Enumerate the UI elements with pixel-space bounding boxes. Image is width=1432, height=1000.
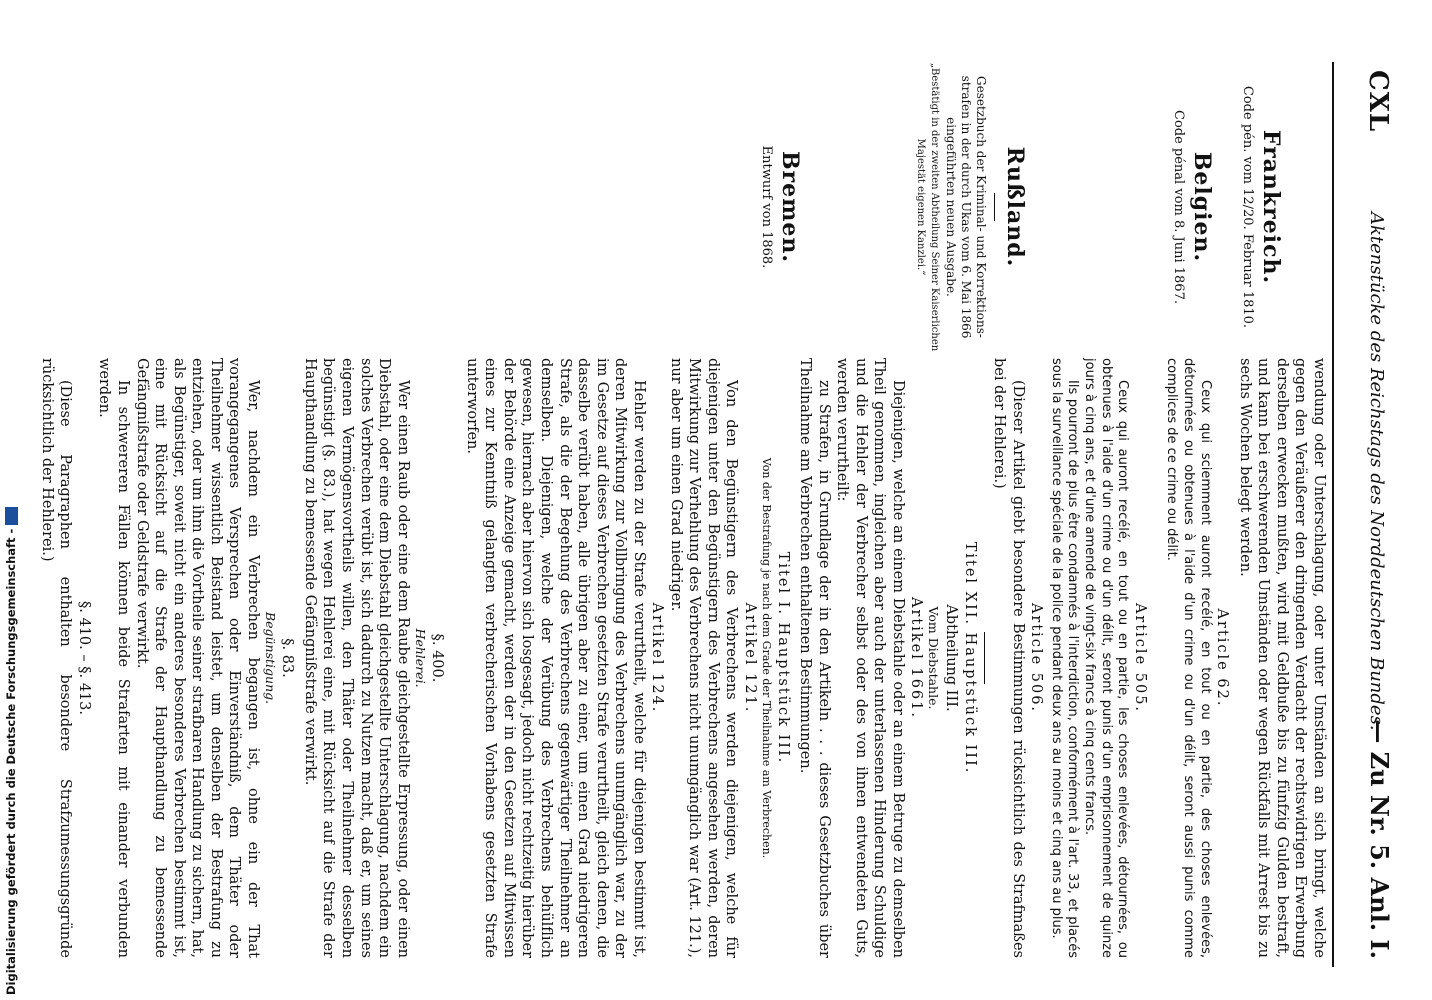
artikel-1661-text-2: zu Strafen, in Grundlage der in den Artikeln . . . dieses Gesetzbuches über Theilnahme am Verbrechen enthaltenen Bestimmungen. (797, 358, 832, 958)
titel-i-heading: Titel I. Hauptstück III. (774, 551, 791, 765)
credit-text: Digitalisierung gefördert durch die Deutsche Forschungsgemeinschaft - (4, 528, 18, 995)
paragraph-410-text: (Diese Paragraphen enthalten besondere Strafzumessungsgründe rücksichtlich der Hehlerei.) (38, 358, 74, 958)
rotated-document-page (38, 62, 1400, 967)
divider (994, 193, 995, 221)
code-russland-line-2: strafen in der durch Ukas vom 6. Mai 1866 (958, 75, 973, 339)
russland-note-line-2: Majestät eigenen Kanzlei.“ (915, 138, 927, 276)
article-506-heading: Article 506. (1028, 602, 1045, 714)
paragraph-83-text: Wer, nachdem ein Verbrechen begangen ist, ohne ein der That vorangegangenes Versprechen oder Einverständniß, dem Thäter oder Theilnehmer wissentlich Beistand leistet, um denselben der Bestrafung zu entziehen, oder um ihm die Vortheile seiner strafbaren Handlung zu sichern, hat, als Begünstiger, soweit nicht ein anderes besonderes Verbrechen bestimmt ist, eine mit Rücksicht auf die Strafe der Haupthandlung zu bemessende Gefängnißstrafe oder Geldstrafe verwirkt. (133, 358, 261, 958)
code-russland-line-1: Gesetzbuch der Kriminal- und Korrektions- (974, 76, 989, 338)
intro-paragraph: wendung oder Unterschlagung, oder unter Umständen an sich bringt, welche gegen den Veräußerer den dringenden Verdacht der rechtswidrigen Erwerbung derselben erwecken mußten, wird mit Geldbuße bis zu fünfzig Gulden bestraft, und kann bei erschwerenden Umständen oder wegen Rückfalls mit Arrest bis zu sechs Wochen belegt werden. (1236, 358, 1327, 958)
running-reference: — Zu Nr. 5. Anl. I. (1365, 719, 1394, 959)
running-title: Aktenstücke des Reichstags des Norddeutschen Bundes. (1366, 212, 1387, 731)
article-505-text-2: Ils pourront de plus être condamnés à l'interdiction, conformément à l'art. 33, et placés sous la surveillance spéciale de la police pendant deux ans au moins et cinq ans au plus. (1048, 358, 1081, 958)
code-frankreich: Code pén. vom 12/20. Februar 1810. (1239, 85, 1255, 329)
country-frankreich: Frankreich. (1258, 129, 1284, 285)
titel-xii-heading: Titel XII. Hauptstück III. (961, 541, 978, 775)
article-506-text: (Dieser Artikel giebt besondere Bestimmungen rücksichtlich des Strafmaßes bei der Hehlerei.) (991, 358, 1026, 958)
paragraph-83-heading: §. 83. (279, 638, 296, 678)
russland-note-line-1: „Bestätigt in der zweiten Abtheilung Seiner Kaiserlichen (929, 62, 941, 352)
digitization-credit (0, 0, 30, 1000)
artikel-1661-text: Diejenigen, welche an einem Diebstahle oder an einem Betruge zu demselben Theil genommen, ingleichen aber auch der unterlassenen Hinderung Schuldige und die Hehler der Verbrecher selbst oder des von ihnen entwendeten Guts, werden verurtheilt: (834, 358, 906, 958)
code-bremen: Entwurf von 1868. (759, 145, 775, 269)
paragraph-83-text-2: In schwereren Fällen können beide Strafarten mit einander verbunden werden. (96, 358, 132, 958)
country-bremen: Bremen. (777, 150, 804, 264)
article-62-text: Ceux qui sciemment auront recélé, en tout ou en partie, des choses enlevées, détournées ou obtenues à l'aide d'un crime ou d'un délit, seront aussi punis comme complices de ce crime ou délit. (1164, 358, 1213, 958)
paragraph-400-subheading: Hehlerei. (412, 628, 428, 688)
jurisdiction-column (757, 62, 1305, 352)
country-belgien: Belgien. (1189, 151, 1216, 263)
artikel-1661-heading: Artikel 1661. (908, 597, 925, 719)
code-belgien: Code pénal vom 8. Juni 1867. (1171, 110, 1187, 304)
abtheilung-heading: Abtheilung III. (942, 604, 959, 712)
country-russland: Rußland. (1002, 146, 1029, 268)
article-505-heading: Article 505. (1131, 602, 1148, 714)
paragraph-400-text: Wer einen Raub oder eine dem Raube gleichgestellte Erpressung, oder einen Diebstahl, oder eine dem Diebstahl gleichgestellte Unterschlagung, nachdem ein solches Verbrechen verübt ist, sich dadurch zu Nutzen macht, daß er, um seines eigenen Vermögensvortheils willen, den Thäter oder Theilnehmer desselben begünstigt (§. 83.), hat wegen Hehlerei eine, mit Rücksicht auf die Strafe der Haupthandlung zu bemessende Gefängnißstrafe verwirkt. (301, 358, 411, 958)
dfg-logo-icon (5, 507, 18, 525)
page-number: CXL (1363, 70, 1393, 133)
artikel-121-heading: Artikel 121. (741, 602, 758, 714)
header-rule (1332, 62, 1334, 967)
titel-i-subheading: Von der Bestrafung je nach dem Grade der Theilnahme am Verbrechen. (760, 457, 774, 859)
artikel-124-heading: Artikel 124. (649, 602, 666, 714)
page-header (1340, 62, 1400, 967)
paragraph-83-subheading: Begünstigung. (262, 611, 278, 705)
artikel-124-text: Hehler werden zu der Strafe verurtheilt, welche für diejenigen bestimmt ist, deren Mitwirkung zur Vollbringung des Verbrechens unumgänglich war, zu der im Gesetze auf dieses Verbrechen gesetzten Strafe verurtheilt, gleich denen, die dasselbe verübt haben, alle übrigen aber zu einer, um einen Grad niedrigeren Strafe, als die der Begehung des Verbrechens gegenwärtiger Theilnehmer an demselben. Diejenigen, welche der Verübung des Verbrechens behülflich gewesen, hiernach aber hiervon sich losgesagt, jedoch nicht rechtzeitig hierüber der Behörde eine Anzeige gemacht, werden der in den Gesetzen auf Mitwissen eines zur Kenntniß gelangten verbrecherischen Vorhabens gesetzten Strafe unterworfen. (463, 358, 647, 958)
article-505-text-1: Ceux qui auront recélé, en tout ou en partie, les choses enlevées, détournées, ou obtenues à l'aide d'un crime ou d'un délit, seront punis d'un emprisonnement de quinze jours à cinq ans, et d'une amende de vingt-six francs à cinq cents francs. (1082, 358, 1131, 958)
code-russland-line-3: eingeführten neuen Ausgabe. (943, 117, 958, 297)
paragraph-410-heading: §. 410. – §. 413. (75, 601, 92, 715)
statute-text-column (37, 358, 1328, 958)
artikel-121-text: Von den Begünstigern des Verbrechens werden diejenigen, welche für diejenigen unter den Begünstigern des Verbrechens angesehen werden, deren Mitwirkung zur Verhehlung des Verbrechens nicht unumgänglich war (Art. 121.), nur aber um einen Grad niedriger. (667, 358, 740, 958)
divider (984, 632, 985, 684)
abtheilung-subheading: Vom Diebstahle. (926, 606, 942, 710)
article-62-heading: Article 62. (1214, 608, 1231, 708)
paragraph-400-heading: §. 400. (429, 633, 446, 683)
